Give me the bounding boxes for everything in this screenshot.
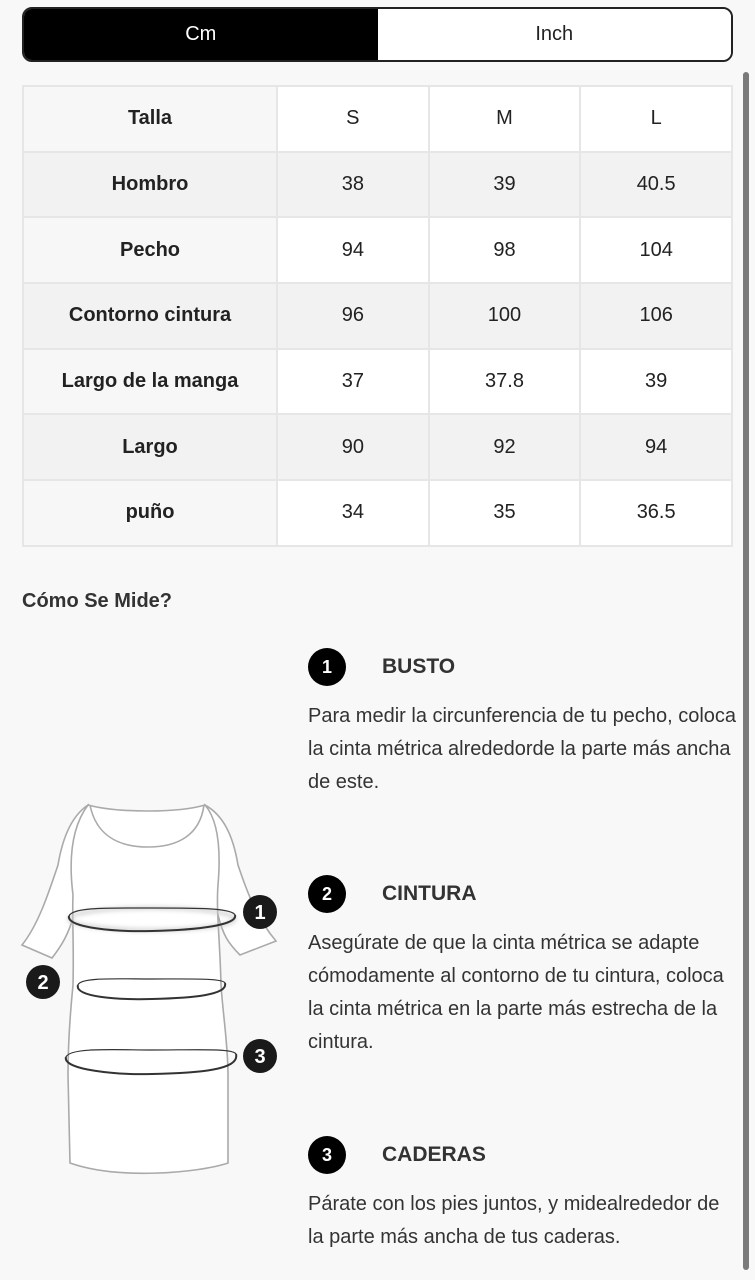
table-cell: 94 [580,414,732,480]
table-row [23,283,732,349]
row-label: Largo [23,414,277,480]
table-cell: 94 [277,217,429,283]
svg-text:1: 1 [254,902,266,924]
row-label: puño [23,480,277,546]
how-to-measure-title: Cómo Se Mide? [22,590,173,612]
dress-measurement-diagram-icon [18,795,288,1185]
table-cell: 98 [429,217,581,283]
row-label: Largo de la manga [23,349,277,415]
marker-2-icon [26,965,60,999]
table-header-row [23,86,732,152]
table-cell: 92 [429,414,581,480]
table-cell: 39 [580,349,732,415]
table-row [23,480,732,546]
step-number-badge: 3 [308,1136,346,1174]
unit-toggle [22,7,733,62]
table-cell: 37 [277,349,429,415]
step-description: Párate con los pies juntos, y midealrededor de la parte más ancha de tus caderas. [308,1193,720,1248]
table-cell: 38 [277,152,429,218]
step-title: BUSTO [382,655,456,678]
step-title: CADERAS [382,1143,486,1166]
table-cell: 96 [277,283,429,349]
svg-text:2: 2 [37,972,49,994]
step-title: CINTURA [382,882,477,905]
step-busto [308,648,738,799]
table-row [23,414,732,480]
row-label: Hombro [23,152,277,218]
step-caderas [308,1136,738,1254]
row-label: Pecho [23,217,277,283]
unit-option-cm[interactable]: Cm [24,9,378,60]
size-table [22,85,733,547]
marker-3-icon [243,1039,277,1073]
table-header-cell: M [429,86,581,152]
step-description: Asegúrate de que la cinta métrica se adapte cómodamente al contorno de tu cintura, coloca la cinta métrica en la parte más estrecha de la cintura. [308,932,724,1053]
table-cell: 34 [277,480,429,546]
svg-text:3: 3 [254,1046,266,1068]
table-row [23,152,732,218]
table-cell: 36.5 [580,480,732,546]
step-number-badge: 1 [308,648,346,686]
table-header-cell: Talla [23,86,277,152]
table-row [23,349,732,415]
table-row [23,217,732,283]
table-cell: 39 [429,152,581,218]
table-header-cell: L [580,86,732,152]
step-cintura [308,875,738,1059]
step-number-badge: 2 [308,875,346,913]
table-cell: 37.8 [429,349,581,415]
table-cell: 40.5 [580,152,732,218]
table-cell: 90 [277,414,429,480]
table-header-cell: S [277,86,429,152]
unit-option-inch[interactable]: Inch [378,9,732,60]
table-cell: 100 [429,283,581,349]
scrollbar[interactable] [743,72,749,1270]
marker-1-icon [243,895,277,929]
table-cell: 106 [580,283,732,349]
table-cell: 35 [429,480,581,546]
step-description: Para medir la circunferencia de tu pecho, coloca la cinta métrica alrededorde la parte más ancha de este. [308,705,737,793]
table-cell: 104 [580,217,732,283]
row-label: Contorno cintura [23,283,277,349]
